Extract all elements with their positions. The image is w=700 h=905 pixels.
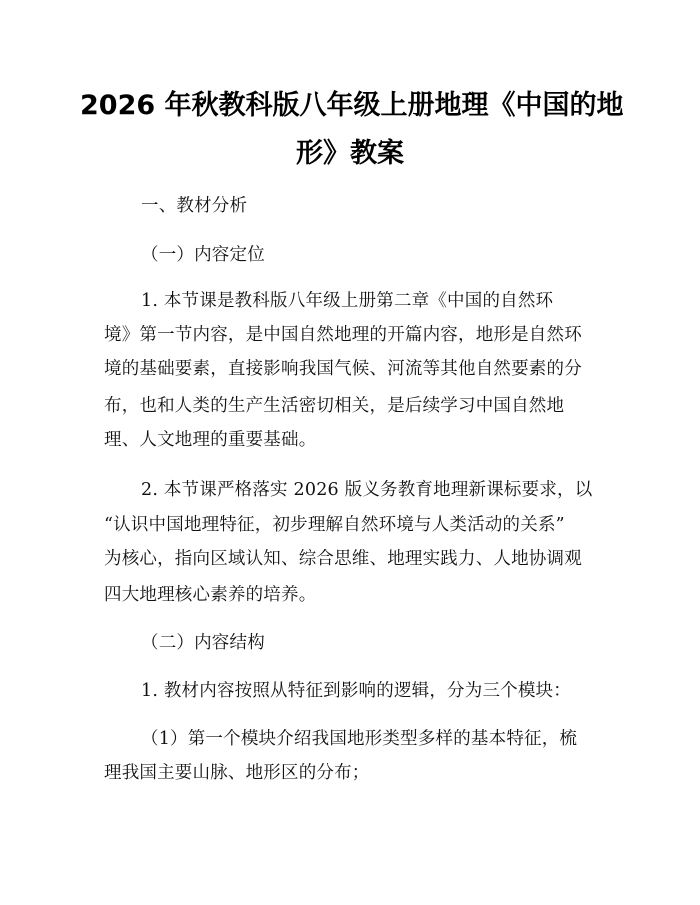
paragraph-line: “认识中国地理特征，初步理解自然环境与人类活动的关系” <box>104 515 565 535</box>
paragraph-line: 理我国主要山脉、地形区的分布； <box>104 763 370 783</box>
paragraph-line: 四大地理核心素养的培养。 <box>104 585 317 605</box>
paragraph-line: 为核心，指向区域认知、综合思维、地理实践力、人地协调观 <box>104 549 582 569</box>
paragraph-line: 1. 本节课是教科版八年级上册第二章《中国的自然环 <box>141 291 554 311</box>
paragraph-line: 1. 教材内容按照从特征到影响的逻辑，分为三个模块： <box>141 681 571 701</box>
subsection-heading-content-positioning: （一）内容定位 <box>141 245 265 265</box>
subsection-heading-content-structure: （二）内容结构 <box>141 633 265 653</box>
document-title-line-2: 形》教案 <box>296 138 404 169</box>
paragraph-line: 理、人文地理的重要基础。 <box>104 430 317 450</box>
paragraph-line: 境的基础要素，直接影响我国气候、河流等其他自然要素的分 <box>104 359 582 379</box>
paragraph-line: （1）第一个模块介绍我国地形类型多样的基本特征，梳 <box>141 729 578 749</box>
section-heading-teaching-material-analysis: 一、教材分析 <box>141 196 248 216</box>
paragraph-line: 境》第一节内容，是中国自然地理的开篇内容，地形是自然环 <box>104 325 582 345</box>
paragraph-line: 2. 本节课严格落实 2026 版义务教育地理新课标要求，以 <box>141 480 593 500</box>
document-title-line-1: 2026 年秋教科版八年级上册地理《中国的地 <box>80 90 624 121</box>
paragraph-line: 布，也和人类的生产生活密切相关，是后续学习中国自然地 <box>104 396 565 416</box>
